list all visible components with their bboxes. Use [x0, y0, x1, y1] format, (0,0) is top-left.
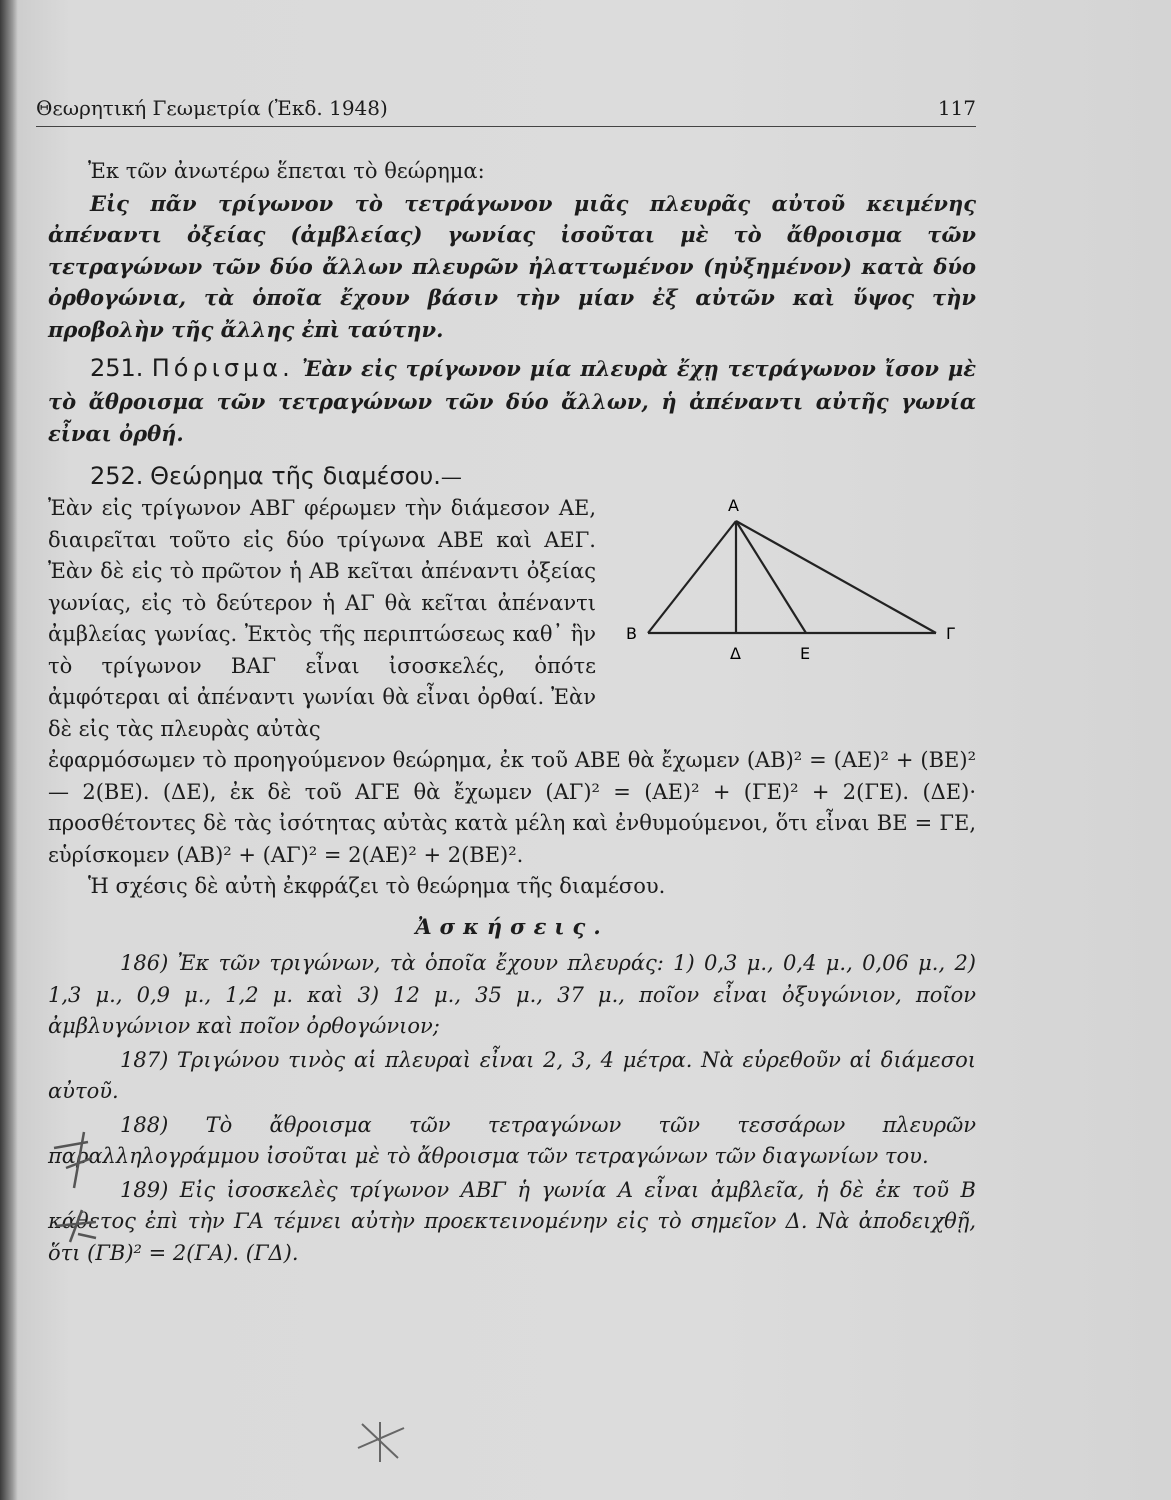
- theorem-statement: Εἰς πᾶν τρίγωνον τὸ τετράγωνον μιᾶς πλευρᾶς αὐτοῦ κειμένης ἀπέναντι ὀξείας (ἀμβλείας) γωνίας ἰσοῦται μὲ τὸ ἄθροισμα τῶν τετραγώνων τῶν δύο ἄλλων πλευρῶν ἠλαττωμένον (ηὐξημένον) κατὰ δύο ὀρθογώνια, τὰ ὁποῖα ἔχουν βάσιν τὴν μίαν ἐξ αὐτῶν καὶ ὕψος τὴν προβολὴν τῆς ἄλλης ἐπὶ ταύτην.: [48, 190, 976, 342]
- theorem-252-continuation: ἐφαρμόσωμεν τὸ προηγούμενον θεώρημα, ἐκ τοῦ ΑΒΕ θὰ ἔχωμεν (ΑΒ)² = (ΑΕ)² + (ΒΕ)² — 2(ΒΕ). (ΔΕ), ἐκ δὲ τοῦ ΑΓΕ θὰ ἔχωμεν (ΑΓ)² = (ΑΕ)² + (ΓΕ)² + 2(ΓΕ). (ΔΕ)· προσθέτοντες δὲ τὰς ἰσότητας αὐτὰς κατὰ μέλη καὶ ἐνθυμούμενοι, ὅτι εἶναι ΒΕ = ΓΕ, εὑρίσκομεν (ΑΒ)² + (ΑΓ)² = 2(ΑΕ)² + 2(ΒΕ)².: [48, 748, 976, 867]
- theorem-252-number: 252.: [90, 461, 144, 490]
- vertex-A-label: Α: [728, 496, 739, 515]
- header-rule: [36, 126, 976, 127]
- book-spine: [0, 0, 18, 1500]
- exercise-186: 186) Ἐκ τῶν τριγώνων, τὰ ὁποῖα ἔχουν πλευράς: 1) 0,3 μ., 0,4 μ., 0,06 μ., 2) 1,3 μ., 0,9 μ., 1,2 μ. καὶ 3) 12 μ., 35 μ., 37 μ., ποῖον εἶναι ὀξυγώνιον, ποῖον ἀμβλυγώνιον καὶ ποῖον ὀρθογώνιον;: [48, 951, 976, 1038]
- theorem-252-dash: —: [440, 464, 462, 489]
- side-AB: [648, 521, 736, 633]
- triangle-figure: [596, 493, 976, 745]
- exercise-187: 187) Τριγώνου τινὸς αἱ πλευραὶ εἶναι 2, 3, 4 μέτρα. Νὰ εὑρεθοῦν αἱ διάμεσοι αὐτοῦ.: [48, 1047, 976, 1103]
- running-header: [36, 96, 976, 120]
- theorem-252-label: Θεώρημα τῆς διαμέσου.: [150, 461, 441, 490]
- exercises-heading: Ἀσκήσεις.: [415, 913, 609, 939]
- exercise-189: 189) Εἰς ἰσοσκελὲς τρίγωνον ΑΒΓ ἡ γωνία Α εἶναι ἀμβλεῖα, ἡ δὲ ἐκ τοῦ Β κάθετος ἐπὶ τὴν ΓΑ τέμνει αὐτὴν προεκτεινομένην εἰς τὸ σημεῖον Δ. Νὰ ἀποδειχθῇ, ὅτι (ΓΒ)² = 2(ΓΑ). (ΓΔ).: [48, 1177, 976, 1265]
- theorem-252-body: [48, 493, 976, 745]
- vertex-B-label: Β: [626, 624, 637, 643]
- header-title: Θεωρητική Γεωμετρία (Ἐκδ. 1948): [36, 96, 388, 120]
- page-content: [48, 156, 976, 1269]
- porisma-text: Ἐὰν εἰς τρίγωνον μία πλευρὰ ἔχῃ τετράγωνον ἴσον μὲ τὸ ἄθροισμα τῶν τετραγώνων τῶν δύο ἄλλων, ἡ ἀπέναντι αὐτῆς γωνία εἶναι ὀρθή.: [48, 356, 976, 446]
- theorem-252-heading: [48, 461, 976, 494]
- point-D-label: Δ: [730, 644, 741, 663]
- side-AG: [736, 521, 936, 633]
- theorem-252-text: Ἐὰν εἰς τρίγωνον ΑΒΓ φέρωμεν τὴν διάμεσον ΑΕ, διαιρεῖται τοῦτο εἰς δύο τρίγωνα ΑΒΕ καὶ ΑΕΓ. Ἐὰν δὲ εἰς τὸ πρῶτον ἡ ΑΒ κεῖται ἀπέναντι ὀξείας γωνίας, εἰς τὸ δεύτερον ἡ ΑΓ θὰ κεῖται ἀπέναντι ἀμβλείας γωνίας. Ἐκτὸς τῆς περιπτώσεως καθ᾽ ἣν τὸ τρίγωνον ΒΑΓ εἶναι ἰσοσκελές, ὁπότε ἀμφότεραι αἱ ἀπέναντι γωνίαι θὰ εἶναι ὀρθαί. Ἐὰν δὲ εἰς τὰς πλευρὰς αὐτὰς: [48, 496, 596, 741]
- triangle-diagram: [596, 493, 976, 693]
- page-number: 117: [937, 96, 976, 120]
- median-AE: [736, 521, 806, 633]
- porisma-251: [48, 353, 976, 451]
- pencil-star-mark: [350, 1418, 410, 1468]
- pencil-mark-188: [52, 1208, 112, 1248]
- porisma-number: 251.: [90, 354, 144, 382]
- exercise-188: 188) Τὸ ἄθροισμα τῶν τετραγώνων τῶν τεσσάρων πλευρῶν παραλληλογράμμου ἰσοῦται μὲ τὸ ἄθροισμα τῶν τετραγώνων τῶν διαγωνίων του.: [48, 1112, 976, 1168]
- vertex-G-label: Γ: [946, 624, 955, 643]
- intro-text: Ἐκ τῶν ἀνωτέρω ἕπεται τὸ θεώρημα:: [88, 159, 485, 183]
- pencil-mark-187: [48, 1128, 108, 1198]
- porisma-label: Πόρισμα.: [151, 354, 294, 382]
- point-E-label: Ε: [800, 644, 811, 663]
- theorem-252-relation: Ἡ σχέσις δὲ αὐτὴ ἐκφράζει τὸ θεώρημα τῆς διαμέσου.: [88, 874, 666, 898]
